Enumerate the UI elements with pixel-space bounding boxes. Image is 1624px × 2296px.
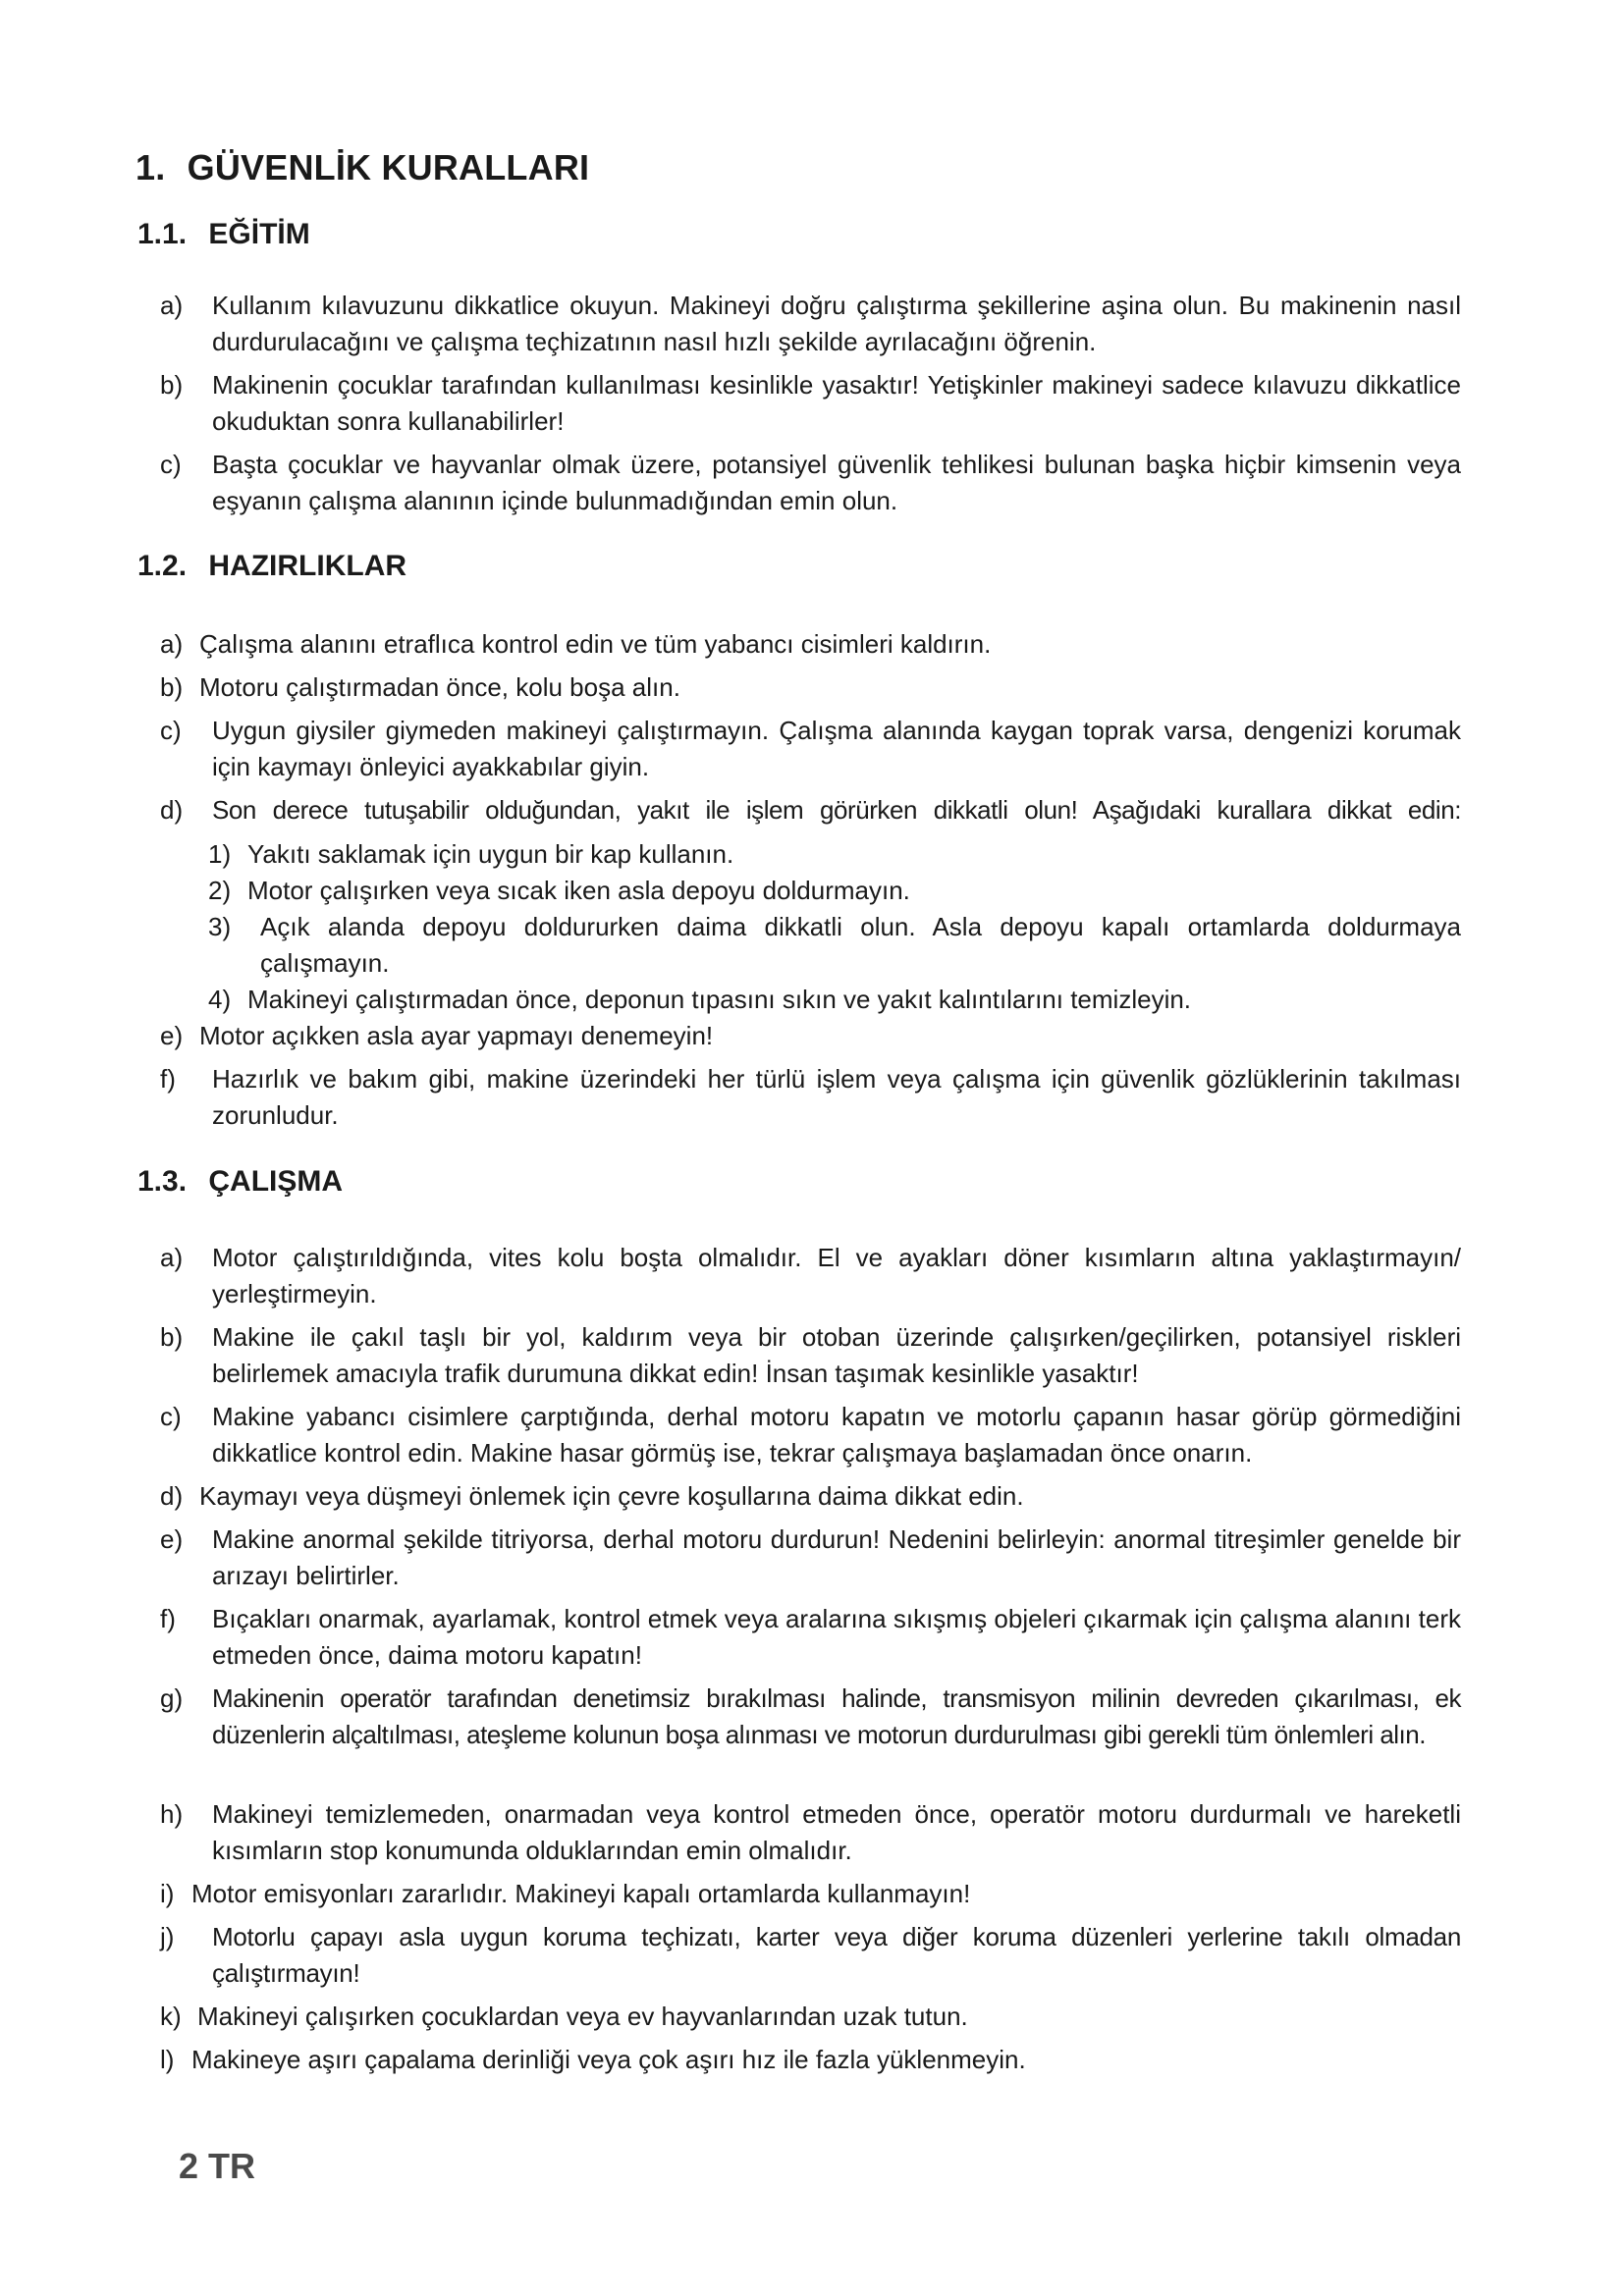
section-heading-1-2	[137, 550, 406, 583]
list-item-text: Kaymayı veya düşmeyi önlemek için çevre koşullarına daima dikkat edin.	[199, 1481, 1024, 1511]
list-item-label: d)	[160, 1481, 184, 1511]
list-item-label: b)	[160, 370, 184, 400]
list-item	[160, 1681, 1461, 1753]
list-item	[160, 1478, 1461, 1515]
section-title: ÇALIŞMA	[208, 1165, 344, 1198]
list-item	[160, 1240, 1461, 1312]
list-item-text: Uygun giysiler giymeden makineyi çalıştırmayın. Çalışma alanında kaygan toprak varsa, dengenizi korumak için kaymayı önleyici ayakkabılar giyin.	[212, 716, 1461, 781]
list-item-label: 1)	[208, 839, 232, 869]
sub-list-item	[208, 982, 1461, 1018]
list-item-text: Bıçakları onarmak, ayarlamak, kontrol etmek veya aralarına sıkışmış objeleri çıkarmak için çalışma alanını terk etmeden önce, daima motoru kapatın!	[212, 1604, 1461, 1670]
list-item-text: Son derece tutuşabilir olduğundan, yakıt ile işlem görürken dikkatli olun! Aşağıdaki kurallara dikkat edin:	[212, 795, 1461, 825]
list-item-text: Çalışma alanını etraflıca kontrol edin ve tüm yabancı cisimleri kaldırın.	[199, 629, 992, 659]
list-item-text: Makinenin çocuklar tarafından kullanılması kesinlikle yasaktır! Yetişkinler makineyi sadece kılavuzu dikkatlice okuduktan sonra kullanabilirler!	[212, 370, 1461, 436]
list-item	[160, 1319, 1461, 1392]
list-item-text: Kullanım kılavuzunu dikkatlice okuyun. Makineyi doğru çalıştırma şekillerine aşina olun. Bu makinenin nasıl durdurulacağını ve çalışma teçhizatının nasıl hızlı şekilde ayrılacağını öğrenin.	[212, 291, 1461, 356]
list-item-text: Motorlu çapayı asla uygun koruma teçhizatı, karter veya diğer koruma düzenleri yerlerine takılı olmadan çalıştırmayın!	[212, 1922, 1461, 1988]
list-item	[160, 1399, 1461, 1471]
list-item	[160, 626, 1461, 663]
list-item-label: k)	[160, 2002, 182, 2031]
list-item	[160, 367, 1461, 440]
list-item-label: a)	[160, 291, 184, 320]
list-item-label: a)	[160, 629, 184, 659]
list-item	[160, 2042, 1461, 2078]
list-item-label: i)	[160, 1879, 175, 1908]
list-item-text: Açık alanda depoyu doldururken daima dikkatli olun. Asla depoyu kapalı ortamlarda doldurmaya çalışmayın.	[260, 912, 1461, 978]
list-item	[160, 1018, 1461, 1054]
list-item-label: f)	[160, 1064, 176, 1094]
list-item-label: 2)	[208, 876, 232, 905]
list-item-label: j)	[160, 1922, 175, 1951]
sub-list-item	[208, 836, 1461, 873]
list-item-text: Başta çocuklar ve hayvanlar olmak üzere, potansiyel güvenlik tehlikesi bulunan başka hiçbir kimsenin veya eşyanın çalışma alanının içinde bulunmadığından emin olun.	[212, 450, 1461, 515]
list-item	[160, 1601, 1461, 1674]
list-item-label: f)	[160, 1604, 176, 1633]
list-item-label: c)	[160, 1402, 182, 1431]
list-item	[160, 1061, 1461, 1134]
list-item-text: Makineyi temizlemeden, onarmadan veya kontrol etmeden önce, operatör motoru durdurmalı ve hareketli kısımların stop konumunda olduklarından emin olmalıdır.	[212, 1799, 1461, 1865]
section-heading-1-3	[137, 1165, 343, 1199]
list-item-text: Motor çalışırken veya sıcak iken asla depoyu doldurmayın.	[247, 876, 910, 905]
list-item-text: Yakıtı saklamak için uygun bir kap kullanın.	[247, 839, 734, 869]
sub-list-item	[208, 909, 1461, 982]
list-item-label: 3)	[208, 912, 232, 941]
list-item	[160, 1796, 1461, 1869]
section-heading-1-1	[137, 218, 310, 251]
list-item-text: Makineyi çalıştırmadan önce, deponun tıpasını sıkın ve yakıt kalıntılarını temizleyin.	[247, 985, 1192, 1014]
list-item-label: h)	[160, 1799, 184, 1829]
main-heading	[135, 147, 589, 188]
list-item-label: 4)	[208, 985, 232, 1014]
list-item	[160, 447, 1461, 519]
list-item	[160, 1876, 1461, 1912]
list-item	[160, 288, 1461, 360]
page-number: 2 TR	[179, 2146, 256, 2186]
section-number: 1.2.	[137, 550, 188, 582]
list-item	[160, 713, 1461, 785]
list-item-text: Makine ile çakıl taşlı bir yol, kaldırım veya bir otoban üzerinde çalışırken/geçilirken, potansiyel riskleri belirlemek amacıyla trafik durumuna dikkat edin! İnsan taşımak kesinlikle yasaktır!	[212, 1322, 1461, 1388]
list-item-label: d)	[160, 795, 184, 825]
section-title: EĞİTİM	[208, 218, 310, 250]
list-item-text: Makineyi çalışırken çocuklardan veya ev hayvanlarından uzak tutun.	[197, 2002, 968, 2031]
sub-list-item	[208, 873, 1461, 909]
section-number: 1.3.	[137, 1165, 188, 1198]
list-item-label: a)	[160, 1243, 184, 1272]
list-item-text: Motoru çalıştırmadan önce, kolu boşa alın.	[199, 672, 680, 702]
list-item-text: Makineye aşırı çapalama derinliği veya çok aşırı hız ile fazla yüklenmeyin.	[191, 2045, 1026, 2074]
list-item-label: c)	[160, 716, 182, 745]
section-title: HAZIRLIKLAR	[208, 550, 407, 582]
list-item-text: Hazırlık ve bakım gibi, makine üzerindeki her türlü işlem veya çalışma için güvenlik gözlüklerinin takılması zorunludur.	[212, 1064, 1461, 1130]
list-item	[160, 669, 1461, 706]
list-item-label: e)	[160, 1524, 184, 1554]
list-item-text: Makinenin operatör tarafından denetimsiz bırakılması halinde, transmisyon milinin devreden çıkarılması, ek düzenlerin alçaltılması, ateşleme kolunun boşa alınması ve motorun durdurulması gibi gerekli tüm önlemleri alın.	[212, 1683, 1461, 1749]
list-item	[160, 1522, 1461, 1594]
list-item-label: b)	[160, 1322, 184, 1352]
main-heading-title: GÜVENLİK KURALLARI	[187, 147, 590, 187]
list-item-label: c)	[160, 450, 182, 479]
list-item	[160, 1919, 1461, 1992]
list-item-text: Motor çalıştırıldığında, vites kolu boşta olmalıdır. El ve ayakları döner kısımların altına yaklaştırmayın/ yerleştirmeyin.	[212, 1243, 1461, 1308]
list-item-text: Makine anormal şekilde titriyorsa, derhal motoru durdurun! Nedenini belirleyin: anormal titreşimler genelde bir arızayı belirtirler.	[212, 1524, 1461, 1590]
list-item-text: Motor açıkken asla ayar yapmayı denemeyin!	[199, 1021, 714, 1050]
list-item	[160, 1999, 1461, 2035]
main-heading-number: 1.	[135, 147, 166, 187]
list-item-label: g)	[160, 1683, 184, 1713]
list-item-text: Motor emisyonları zararlıdır. Makineyi kapalı ortamlarda kullanmayın!	[191, 1879, 971, 1908]
section-number: 1.1.	[137, 218, 188, 250]
list-item-label: l)	[160, 2045, 175, 2074]
list-item	[160, 792, 1461, 828]
list-item-label: e)	[160, 1021, 184, 1050]
list-item-label: b)	[160, 672, 184, 702]
list-item-text: Makine yabancı cisimlere çarptığında, derhal motoru kapatın ve motorlu çapanın hasar görüp görmediğini dikkatlice kontrol edin. Makine hasar görmüş ise, tekrar çalışmaya başlamadan önce onarın.	[212, 1402, 1461, 1468]
